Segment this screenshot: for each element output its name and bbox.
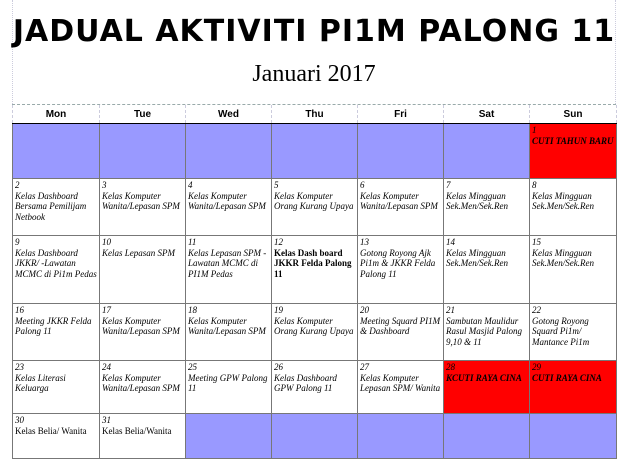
weekday-header: Sun — [530, 105, 617, 124]
activity-text: Kelas Komputer Orang Kurang Upaya — [274, 190, 354, 211]
calendar-page — [12, 0, 616, 474]
activity-text: Kelas Komputer Wanita/Lepasan SPM — [188, 315, 266, 336]
day-number: 30 — [15, 415, 24, 425]
day-number: 3 — [102, 180, 107, 190]
empty-day-cell — [186, 414, 272, 459]
day-cell — [358, 236, 444, 304]
day-cell — [13, 179, 100, 236]
day-cell — [100, 361, 186, 414]
empty-day-cell — [100, 124, 186, 179]
day-cell — [272, 361, 358, 414]
activity-text: Meeting GPW Palong 11 — [188, 372, 268, 393]
weekday-header: Thu — [272, 105, 358, 124]
activity-text: Kelas Lepasan SPM - Lawatan MCMC di PI1M Pedas — [188, 247, 267, 279]
day-cell — [186, 179, 272, 236]
empty-day-cell — [186, 124, 272, 179]
day-number: 8 — [532, 180, 537, 190]
weekday-header: Wed — [186, 105, 272, 124]
day-number: 12 — [274, 237, 283, 247]
empty-day-cell — [358, 124, 444, 179]
day-cell — [186, 236, 272, 304]
day-cell — [444, 361, 530, 414]
activity-text: Kelas Mingguan Sek.Men/Sek.Ren — [532, 190, 594, 211]
activity-text: Kelas Mingguan Sek.Men/Sek.Ren — [532, 247, 594, 268]
day-number: 19 — [274, 305, 283, 315]
day-cell — [358, 361, 444, 414]
day-number: 9 — [15, 237, 20, 247]
day-number: 17 — [102, 305, 111, 315]
empty-day-cell — [272, 124, 358, 179]
day-number: 10 — [102, 237, 111, 247]
activity-text: Kelas Dashboard Bersama Pemilijam Netbook — [15, 190, 87, 222]
day-number: 18 — [188, 305, 197, 315]
day-number: 16 — [15, 305, 24, 315]
day-cell — [13, 304, 100, 361]
activity-text: Kelas Belia/ Wanita — [15, 425, 87, 436]
day-number: 13 — [360, 237, 369, 247]
day-cell — [530, 304, 617, 361]
weekday-header: Tue — [100, 105, 186, 124]
day-cell — [272, 304, 358, 361]
activity-text: Kelas Mingguan Sek.Men/Sek.Ren — [446, 247, 508, 268]
day-number: 20 — [360, 305, 369, 315]
week-row — [13, 236, 617, 304]
weekday-header: Sat — [444, 105, 530, 124]
activity-text: Kelas Komputer Wanita/Lepasan SPM — [102, 315, 180, 336]
weekday-header: Mon — [13, 105, 100, 124]
day-cell — [13, 236, 100, 304]
activity-text: Kelas Mingguan Sek.Men/Sek.Ren — [446, 190, 508, 211]
activity-text: Kelas Komputer Lepasan SPM/ Wanita — [360, 372, 441, 393]
day-number: 27 — [360, 362, 369, 372]
activity-text: Kelas Dash board JKKR Felda Palong 11 — [274, 247, 352, 279]
activity-text: Meeting Squard PI1M & Dashboard — [360, 315, 441, 336]
empty-day-cell — [358, 414, 444, 459]
activity-text: Meeting JKKR Felda Palong 11 — [15, 315, 92, 336]
day-number: 4 — [188, 180, 193, 190]
day-cell — [444, 179, 530, 236]
day-number: 24 — [102, 362, 111, 372]
day-number: 21 — [446, 305, 455, 315]
day-cell — [100, 304, 186, 361]
activity-text: Kelas Komputer Wanita/Lepasan SPM — [102, 190, 180, 211]
day-cell — [444, 236, 530, 304]
empty-day-cell — [444, 414, 530, 459]
day-cell — [444, 304, 530, 361]
day-cell — [186, 304, 272, 361]
calendar-body — [13, 124, 617, 459]
day-number: 14 — [446, 237, 455, 247]
activity-text: Gotong Royong Ajk Pi1m & JKKR Felda Palong 11 — [360, 247, 436, 279]
activity-text: Kelas Dashboard JKKR/ -Lawatan MCMC di Pi1m Pedas — [15, 247, 97, 279]
day-cell — [272, 179, 358, 236]
day-number: 22 — [532, 305, 541, 315]
day-cell — [358, 304, 444, 361]
day-number: 23 — [15, 362, 24, 372]
day-number: 29 — [532, 362, 541, 372]
page-title: JADUAL AKTIVITI PI1M PALONG 11 — [12, 14, 616, 49]
day-number: 5 — [274, 180, 279, 190]
day-number: 26 — [274, 362, 283, 372]
day-number: 1 — [532, 125, 537, 135]
week-row — [13, 179, 617, 236]
activity-text: Kelas Komputer Wanita/Lepasan SPM — [188, 190, 266, 211]
day-cell — [530, 179, 617, 236]
activity-text: Gotong Royong Squard Pi1m/ Mantance Pi1m — [532, 315, 590, 347]
day-number: 28 — [446, 362, 455, 372]
week-row — [13, 124, 617, 179]
day-number: 6 — [360, 180, 365, 190]
holiday-label: CUTI TAHUN BARU — [532, 135, 614, 146]
day-cell — [100, 236, 186, 304]
day-cell — [186, 361, 272, 414]
day-number: 25 — [188, 362, 197, 372]
day-number: 7 — [446, 180, 451, 190]
day-cell — [530, 236, 617, 304]
activity-text: Kelas Komputer Wanita/Lepasan SPM — [102, 372, 180, 393]
activity-text: Kelas Literasi Keluarga — [15, 372, 66, 393]
calendar-grid — [12, 105, 617, 459]
activity-text: Kelas Komputer Wanita/Lepasan SPM — [360, 190, 438, 211]
activity-text: Kelas Dashboard GPW Palong 11 — [274, 372, 337, 393]
activity-text: Kelas Lepasan SPM — [102, 247, 175, 258]
week-row — [13, 304, 617, 361]
empty-day-cell — [444, 124, 530, 179]
activity-text: Kelas Belia/Wanita — [102, 425, 172, 436]
weekday-header-row — [13, 105, 617, 124]
day-cell — [13, 414, 100, 459]
day-number: 15 — [532, 237, 541, 247]
empty-day-cell — [13, 124, 100, 179]
month-subtitle: Januari 2017 — [252, 61, 376, 87]
empty-day-cell — [272, 414, 358, 459]
day-number: 2 — [15, 180, 20, 190]
day-number: 31 — [102, 415, 111, 425]
holiday-label: CUTI RAYA CINA — [532, 372, 602, 383]
day-cell — [100, 179, 186, 236]
day-cell — [13, 361, 100, 414]
weekday-header: Fri — [358, 105, 444, 124]
day-cell — [358, 179, 444, 236]
day-number: 11 — [188, 237, 197, 247]
day-cell — [272, 236, 358, 304]
day-cell — [100, 414, 186, 459]
holiday-label: KCUTI RAYA CINA — [446, 372, 522, 383]
empty-day-cell — [530, 414, 617, 459]
week-row — [13, 414, 617, 459]
activity-text: Kelas Komputer Orang Kurang Upaya — [274, 315, 354, 336]
activity-text: Sambutan Maulidur Rasul Masjid Palong 9,10 & 11 — [446, 315, 522, 347]
day-cell — [530, 124, 617, 179]
week-row — [13, 361, 617, 414]
day-cell — [530, 361, 617, 414]
